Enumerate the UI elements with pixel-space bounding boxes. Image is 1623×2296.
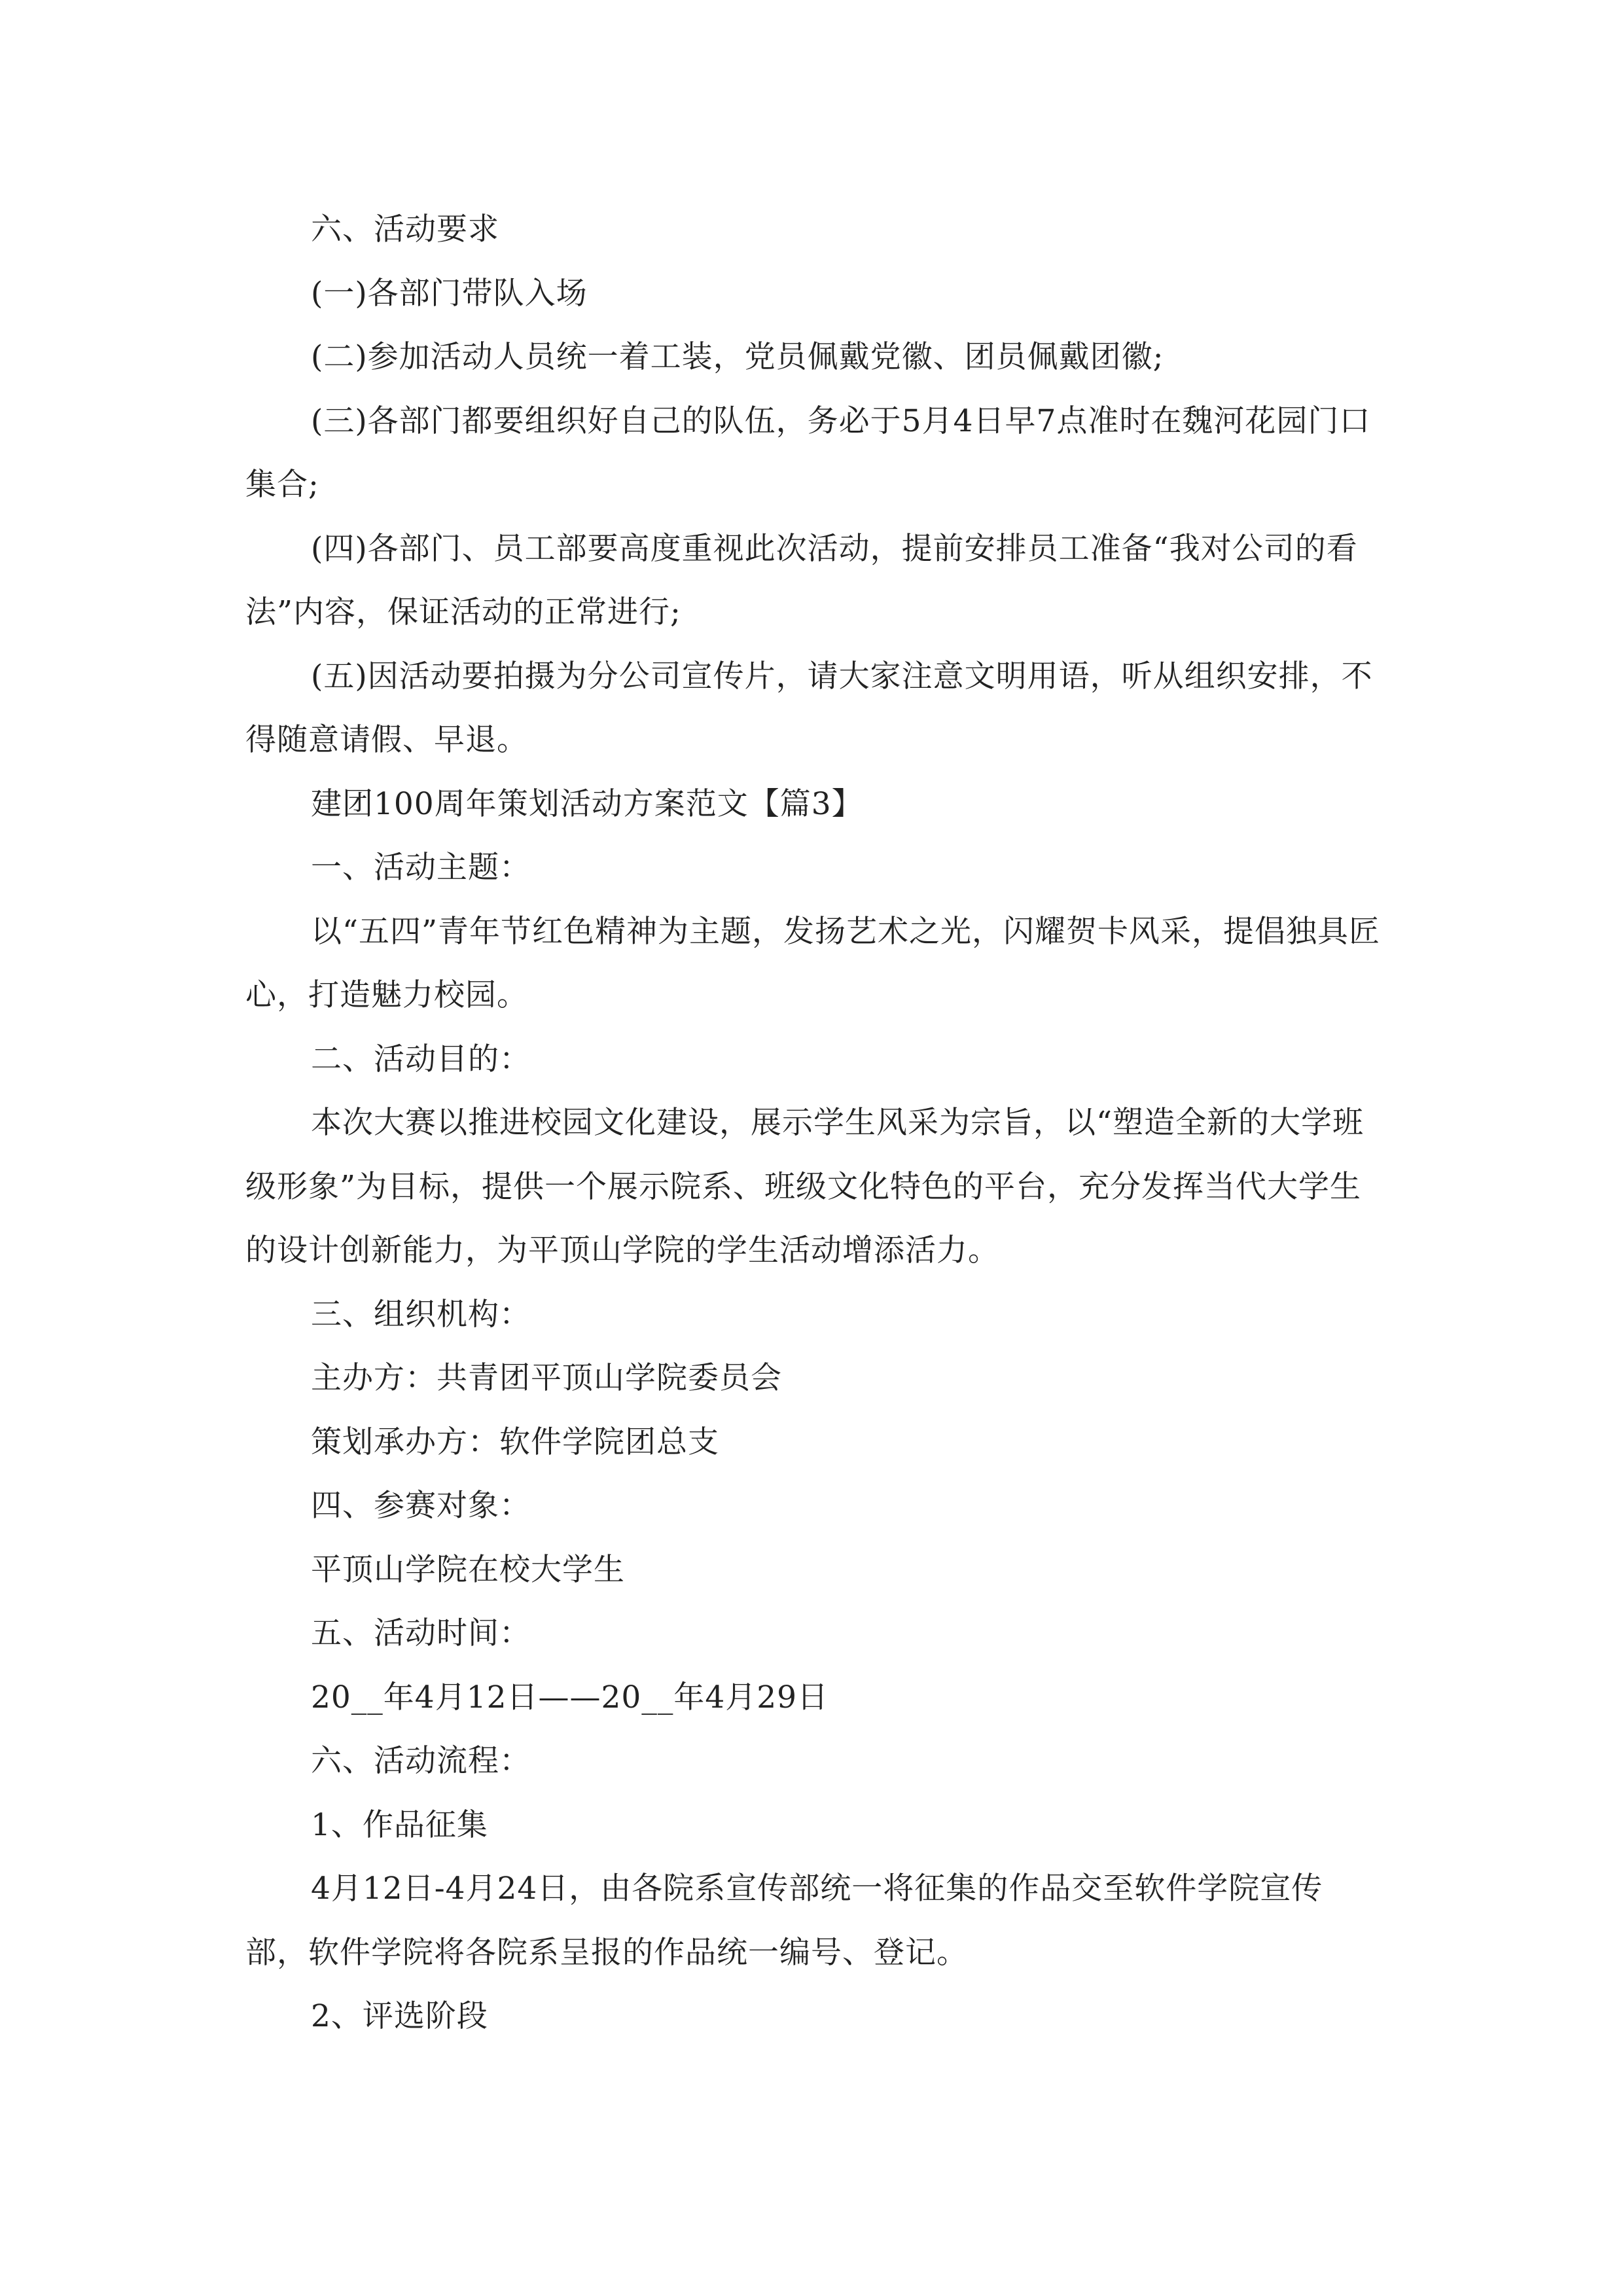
theme-paragraph: 以“五四”青年节红色精神为主题，发扬艺术之光，闪耀贺卡风采，提倡独具匠心，打造魅力校园。 bbox=[245, 913, 1381, 1013]
time-line: 20__年4月12日——20__年4月29日 bbox=[311, 1679, 829, 1715]
section-heading-requirements: 六、活动要求 bbox=[311, 211, 499, 247]
section-heading-process: 六、活动流程： bbox=[311, 1743, 531, 1779]
document-body bbox=[245, 198, 1384, 2049]
process-step-1-heading: 1、作品征集 bbox=[311, 1806, 488, 1843]
organizer-line: 主办方：共青团平顶山学院委员会 bbox=[311, 1360, 782, 1396]
requirement-item-1: (一)各部门带队入场 bbox=[311, 275, 588, 312]
process-step-1-paragraph: 4月12日-4月24日，由各院系宣传部统一将征集的作品交至软件学院宣传部，软件学院将各院系呈报的作品统一编号、登记。 bbox=[245, 1871, 1323, 1971]
requirement-item-2: (二)参加活动人员统一着工装，党员佩戴党徽、团员佩戴团徽; bbox=[311, 339, 1164, 375]
participants-line: 平顶山学院在校大学生 bbox=[311, 1551, 625, 1588]
section-heading-organization: 三、组织机构： bbox=[311, 1296, 531, 1333]
purpose-paragraph: 本次大赛以推进校园文化建设，展示学生风采为宗旨，以“塑造全新的大学班级形象”为目标，提供一个展示院系、班级文化特色的平台，充分发挥当代大学生的设计创新能力，为平顶山学院的学生活动增添活力。 bbox=[245, 1105, 1364, 1268]
section-heading-time: 五、活动时间： bbox=[311, 1615, 531, 1651]
section-heading-theme: 一、活动主题： bbox=[311, 850, 531, 886]
section-heading-purpose: 二、活动目的： bbox=[311, 1041, 531, 1077]
section-heading-participants: 四、参赛对象： bbox=[311, 1488, 531, 1524]
requirement-item-3: (三)各部门都要组织好自己的队伍，务必于5月4日早7点准时在魏河花园门口集合; bbox=[245, 403, 1371, 503]
article-title: 建团100周年策划活动方案范文【篇3】 bbox=[311, 785, 863, 822]
co-organizer-line: 策划承办方：软件学院团总支 bbox=[311, 1424, 719, 1460]
requirement-item-4: (四)各部门、员工部要高度重视此次活动，提前安排员工准备“我对公司的看法”内容，保证活动的正常进行; bbox=[245, 530, 1358, 630]
requirement-item-5: (五)因活动要拍摄为分公司宣传片，请大家注意文明用语，听从组织安排，不得随意请假、早退。 bbox=[245, 658, 1373, 758]
process-step-2-heading: 2、评选阶段 bbox=[311, 1998, 488, 2034]
